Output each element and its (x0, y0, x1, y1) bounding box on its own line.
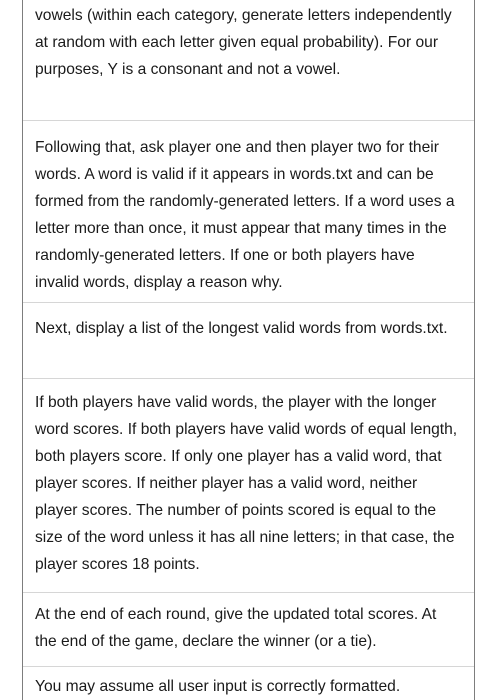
paragraph-text: You may assume all user input is correctly formatted. (35, 678, 401, 695)
paragraph-longest-words (23, 302, 474, 342)
paragraph-word-validation (23, 120, 474, 296)
paragraph-text: Following that, ask player one and then player two for their words. A word is valid if it appears in words.txt and can be formed from the randomly-generated letters. If a word uses a letter more than once, it must appear that many times in the randomly-generated letters. If one or both players have invalid words, display a reason why. (35, 139, 455, 291)
instructions-panel (22, 0, 475, 700)
paragraph-text: If both players have valid words, the player with the longer word scores. If both players have valid words of equal length, both players score. If only one player has a valid word, that player scores. If neither player has a valid word, neither player scores. The number of points scored is equal to the size of the word unless it has all nine letters; in that case, the player scores 18 points. (35, 394, 458, 573)
paragraph-scoring-rules (23, 378, 474, 578)
paragraph-input-assumption (23, 666, 474, 700)
paragraph-round-end (23, 592, 474, 655)
paragraph-letter-generation (23, 2, 474, 83)
paragraph-text: vowels (within each category, generate letters independently at random with each letter given equal probability). For our purposes, Y is a consonant and not a vowel. (35, 7, 452, 78)
paragraph-text: At the end of each round, give the updated total scores. At the end of the game, declare the winner (or a tie). (35, 606, 437, 650)
paragraph-text: Next, display a list of the longest valid words from words.txt. (35, 320, 448, 337)
